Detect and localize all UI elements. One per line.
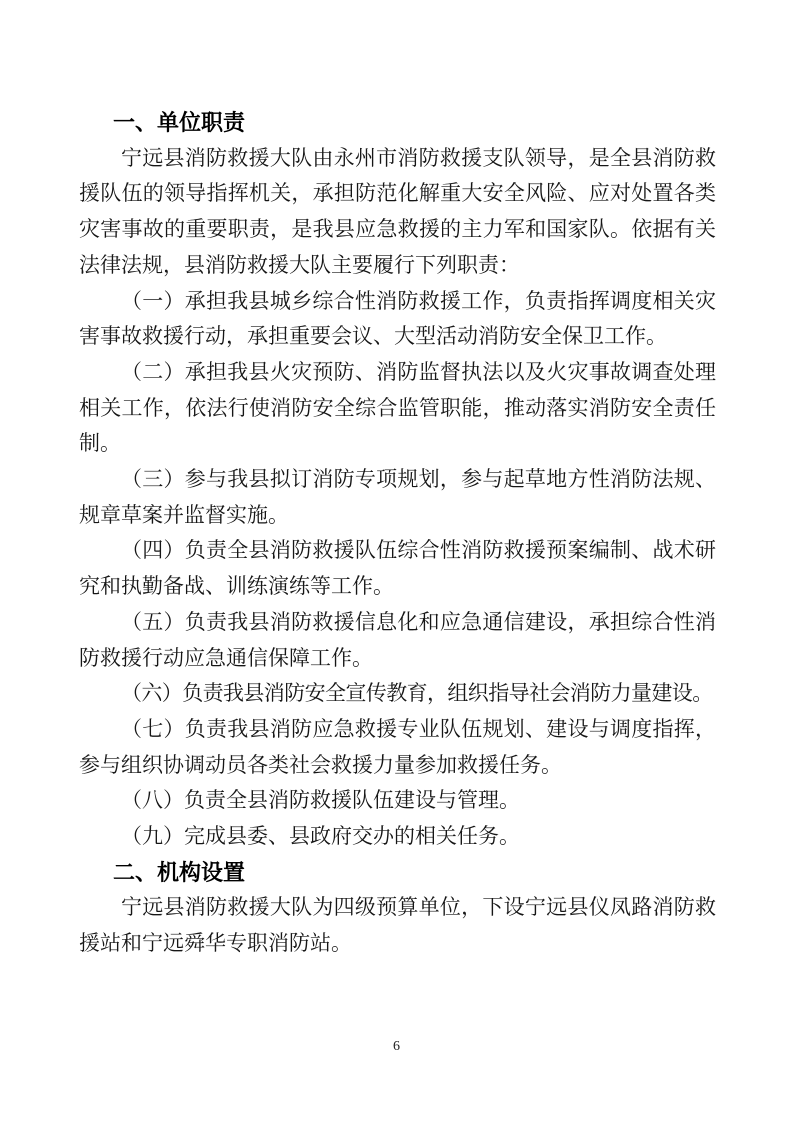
duty-item-9: （九）完成县委、县政府交办的相关任务。 [121,824,520,849]
duty-item-8: （八）负责全县消防救援队伍建设与管理。 [121,788,520,813]
duty-item-5: （五）负责我县消防救援信息化和应急通信建设，承担综合性消防救援行动应急通信保障工作。 [79,609,716,670]
duty-item-7: （七）负责我县消防应急救援专业队伍规划、建设与调度指挥，参与组织协调动员各类社会救援力量参加救援任务。 [79,716,716,777]
section-2-heading: 二、机构设置 [113,859,246,885]
document-body [79,105,716,962]
page-number: 6 [393,1039,400,1054]
section-1-intro: 宁远县消防救援大队由永州市消防救援支队领导，是全县消防救援队伍的领导指挥机关，承担防范化解重大安全风险、应对处置各类灾害事故的重要职责，是我县应急救援的主力军和国家队。依据有关法律法规，县消防救援大队主要履行下列职责： [79,145,716,277]
duty-item-1: （一）承担我县城乡综合性消防救援工作，负责指挥调度相关灾害事故救援行动，承担重要会议、大型活动消防安全保卫工作。 [79,288,716,349]
section-2-body: 宁远县消防救援大队为四级预算单位，下设宁远县仪凤路消防救援站和宁远舜华专职消防站。 [79,895,716,956]
section-1-heading: 一、单位职责 [113,110,246,135]
duty-item-2: （二）承担我县火灾预防、消防监督执法以及火灾事故调查处理相关工作，依法行使消防安全综合监管职能，推动落实消防安全责任制。 [79,359,716,456]
duty-item-3: （三）参与我县拟订消防专项规划，参与起草地方性消防法规、规章草案并监督实施。 [79,467,716,527]
duty-item-4: （四）负责全县消防救援队伍综合性消防救援预案编制、战术研究和执勤备战、训练演练等工作。 [79,538,716,599]
duty-item-6: （六）负责我县消防安全宣传教育，组织指导社会消防力量建设。 [121,681,713,706]
